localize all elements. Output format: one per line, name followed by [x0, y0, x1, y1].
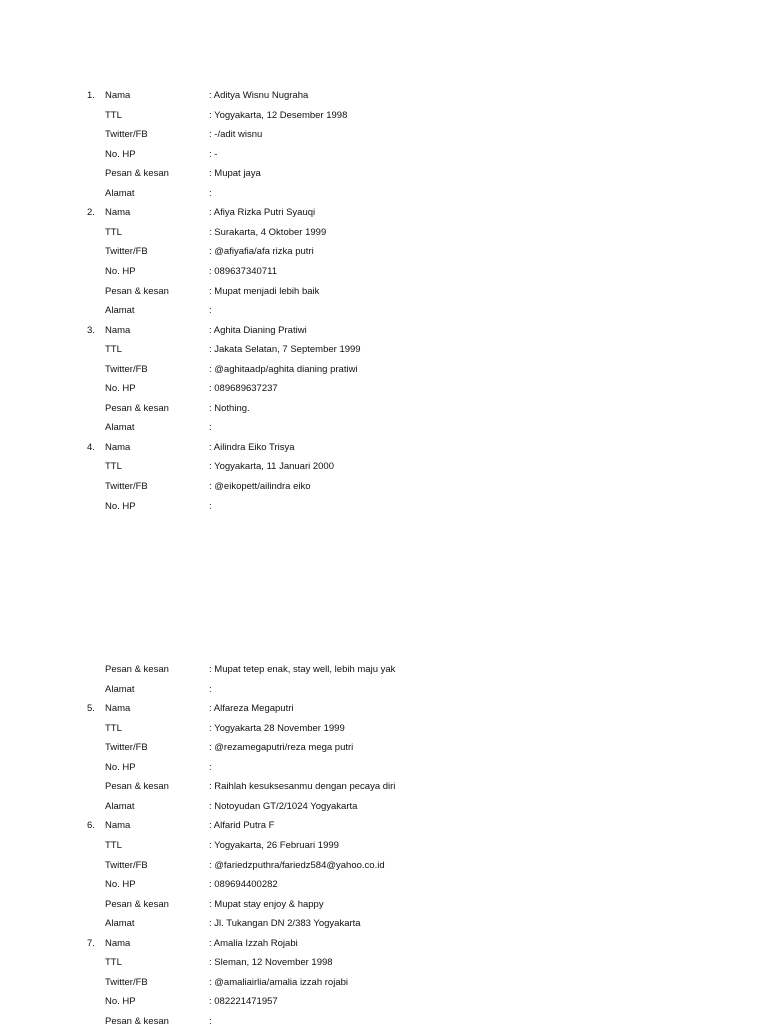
- entry-row: [0, 147, 768, 163]
- field-value: : Alfarid Putra F: [209, 820, 275, 832]
- field-label: Twitter/FB: [105, 363, 148, 375]
- entry-row: [0, 342, 768, 358]
- entry-row: [0, 479, 768, 495]
- entry-row: [0, 166, 768, 182]
- entry-row: [0, 897, 768, 913]
- entry-row: [0, 858, 768, 874]
- field-value: : Raihlah kesuksesanmu dengan pecaya diri: [209, 781, 396, 793]
- entry-number: 5.: [87, 703, 95, 715]
- field-value: : Jakata Selatan, 7 September 1999: [209, 344, 361, 356]
- entry-row: [0, 401, 768, 417]
- field-label: No. HP: [105, 500, 136, 512]
- field-value: :: [209, 500, 212, 512]
- entry-row: [0, 701, 768, 717]
- entry-row: [0, 205, 768, 221]
- field-value: : Amalia Izzah Rojabi: [209, 937, 298, 949]
- field-label: Pesan & kesan: [105, 664, 169, 675]
- field-label: TTL: [105, 957, 122, 969]
- entry-row: [0, 760, 768, 776]
- entry-row: [0, 499, 768, 515]
- field-value: : Notoyudan GT/2/1024 Yogyakarta: [209, 800, 358, 812]
- field-label: Twitter/FB: [105, 859, 148, 871]
- entry-row: [0, 936, 768, 952]
- field-value: : Ailindra Eiko Trisya: [209, 441, 295, 453]
- field-label: Alamat: [105, 918, 135, 930]
- entry-row: [0, 779, 768, 795]
- entry-row: [0, 420, 768, 436]
- field-value: : Mupat tetep enak, stay well, lebih maju yak: [209, 664, 396, 675]
- field-value: : Sleman, 12 November 1998: [209, 957, 333, 969]
- field-label: Nama: [105, 937, 131, 949]
- field-value: : Mupat jaya: [209, 168, 261, 180]
- field-label: Twitter/FB: [105, 976, 148, 988]
- field-label: Pesan & kesan: [105, 781, 169, 793]
- field-label: No. HP: [105, 761, 136, 773]
- field-label: Twitter/FB: [105, 129, 148, 141]
- field-label: No. HP: [105, 879, 136, 891]
- entry-row: [0, 459, 768, 475]
- entry-number: 2.: [87, 207, 95, 219]
- entry-row: [0, 381, 768, 397]
- entry-row: [0, 225, 768, 241]
- field-label: TTL: [105, 344, 122, 356]
- field-value: :: [209, 1015, 212, 1024]
- entry-row: [0, 877, 768, 893]
- entry-number: 7.: [87, 937, 95, 949]
- field-value: : @rezamegaputri/reza mega putri: [209, 742, 354, 754]
- field-value: :: [209, 683, 212, 695]
- entry-row: [0, 186, 768, 202]
- entry-row: [0, 1014, 768, 1024]
- field-value: : Yogyakarta, 12 Desember 1998: [209, 109, 348, 121]
- field-label: Nama: [105, 703, 131, 715]
- field-label: Alamat: [105, 800, 135, 812]
- field-value: : -/adit wisnu: [209, 129, 263, 141]
- entry-number: 1.: [87, 90, 95, 101]
- entry-row: [0, 799, 768, 815]
- entry-row: [0, 955, 768, 971]
- field-value: : Yogyakarta, 11 Januari 2000: [209, 461, 335, 473]
- field-label: Twitter/FB: [105, 481, 148, 492]
- field-label: No. HP: [105, 383, 136, 395]
- field-value: : @afiyafia/afa rizka putri: [209, 246, 314, 258]
- field-label: Nama: [105, 207, 131, 219]
- field-label: Twitter/FB: [105, 246, 148, 258]
- entry-row: [0, 721, 768, 737]
- field-label: Pesan & kesan: [105, 168, 169, 180]
- field-label: Pesan & kesan: [105, 285, 169, 297]
- field-label: Nama: [105, 324, 131, 336]
- field-value: : Yogyakarta, 26 Februari 1999: [209, 839, 339, 851]
- entry-row: [0, 975, 768, 991]
- field-label: Alamat: [105, 305, 135, 317]
- field-value: : Aditya Wisnu Nugraha: [209, 90, 309, 101]
- entry-row: [0, 88, 768, 104]
- entry-row: [0, 244, 768, 260]
- field-label: TTL: [105, 461, 122, 473]
- field-value: : 089637340711: [209, 265, 277, 277]
- entry-row: [0, 284, 768, 300]
- entry-row: [0, 662, 768, 678]
- field-value: : Surakarta, 4 Oktober 1999: [209, 226, 327, 238]
- entry-row: [0, 682, 768, 698]
- field-label: Twitter/FB: [105, 742, 148, 754]
- field-value: : @eikopett/ailindra eiko: [209, 481, 311, 492]
- field-value: : Aghita Dianing Pratiwi: [209, 324, 307, 336]
- field-value: : -: [209, 148, 218, 160]
- field-value: :: [209, 761, 212, 773]
- entry-row: [0, 916, 768, 932]
- field-label: TTL: [105, 109, 122, 121]
- field-value: : @fariedzputhra/fariedz584@yahoo.co.id: [209, 859, 385, 871]
- entry-row: [0, 838, 768, 854]
- field-label: Nama: [105, 820, 131, 832]
- entry-row: [0, 264, 768, 280]
- field-value: : Mupat menjadi lebih baik: [209, 285, 320, 297]
- field-value: : 082221471957: [209, 996, 278, 1008]
- field-label: Alamat: [105, 683, 135, 695]
- entry-row: [0, 994, 768, 1010]
- field-value: : @aghitaadp/aghita dianing pratiwi: [209, 363, 358, 375]
- entry-row: [0, 108, 768, 124]
- entry-row: [0, 740, 768, 756]
- field-value: :: [209, 422, 212, 434]
- field-label: TTL: [105, 722, 122, 734]
- entry-row: [0, 818, 768, 834]
- entry-row: [0, 127, 768, 143]
- field-label: Nama: [105, 90, 131, 101]
- field-label: Pesan & kesan: [105, 402, 169, 414]
- field-value: : @amaliairlia/amalia izzah rojabi: [209, 976, 349, 988]
- field-value: : Jl. Tukangan DN 2/383 Yogyakarta: [209, 918, 361, 930]
- entry-number: 3.: [87, 324, 95, 336]
- field-label: No. HP: [105, 148, 136, 160]
- field-value: : Nothing.: [209, 402, 250, 414]
- entry-row: [0, 303, 768, 319]
- field-value: : Mupat stay enjoy & happy: [209, 898, 324, 910]
- field-label: Alamat: [105, 187, 135, 199]
- field-label: Pesan & kesan: [105, 1015, 169, 1024]
- field-label: No. HP: [105, 996, 136, 1008]
- entry-number: 6.: [87, 820, 95, 832]
- entry-row: [0, 323, 768, 339]
- field-value: : 089689637237: [209, 383, 278, 395]
- field-value: :: [209, 305, 212, 317]
- field-value: : 089694400282: [209, 879, 278, 891]
- entry-row: [0, 362, 768, 378]
- field-value: :: [209, 187, 212, 199]
- field-value: : Alfareza Megaputri: [209, 703, 294, 715]
- field-label: TTL: [105, 839, 122, 851]
- entry-row: [0, 440, 768, 456]
- entry-number: 4.: [87, 441, 95, 453]
- field-label: Nama: [105, 441, 131, 453]
- field-value: : Afiya Rizka Putri Syauqi: [209, 207, 316, 219]
- field-value: : Yogyakarta 28 November 1999: [209, 722, 345, 734]
- field-label: Alamat: [105, 422, 135, 434]
- field-label: No. HP: [105, 265, 136, 277]
- field-label: TTL: [105, 226, 122, 238]
- field-label: Pesan & kesan: [105, 898, 169, 910]
